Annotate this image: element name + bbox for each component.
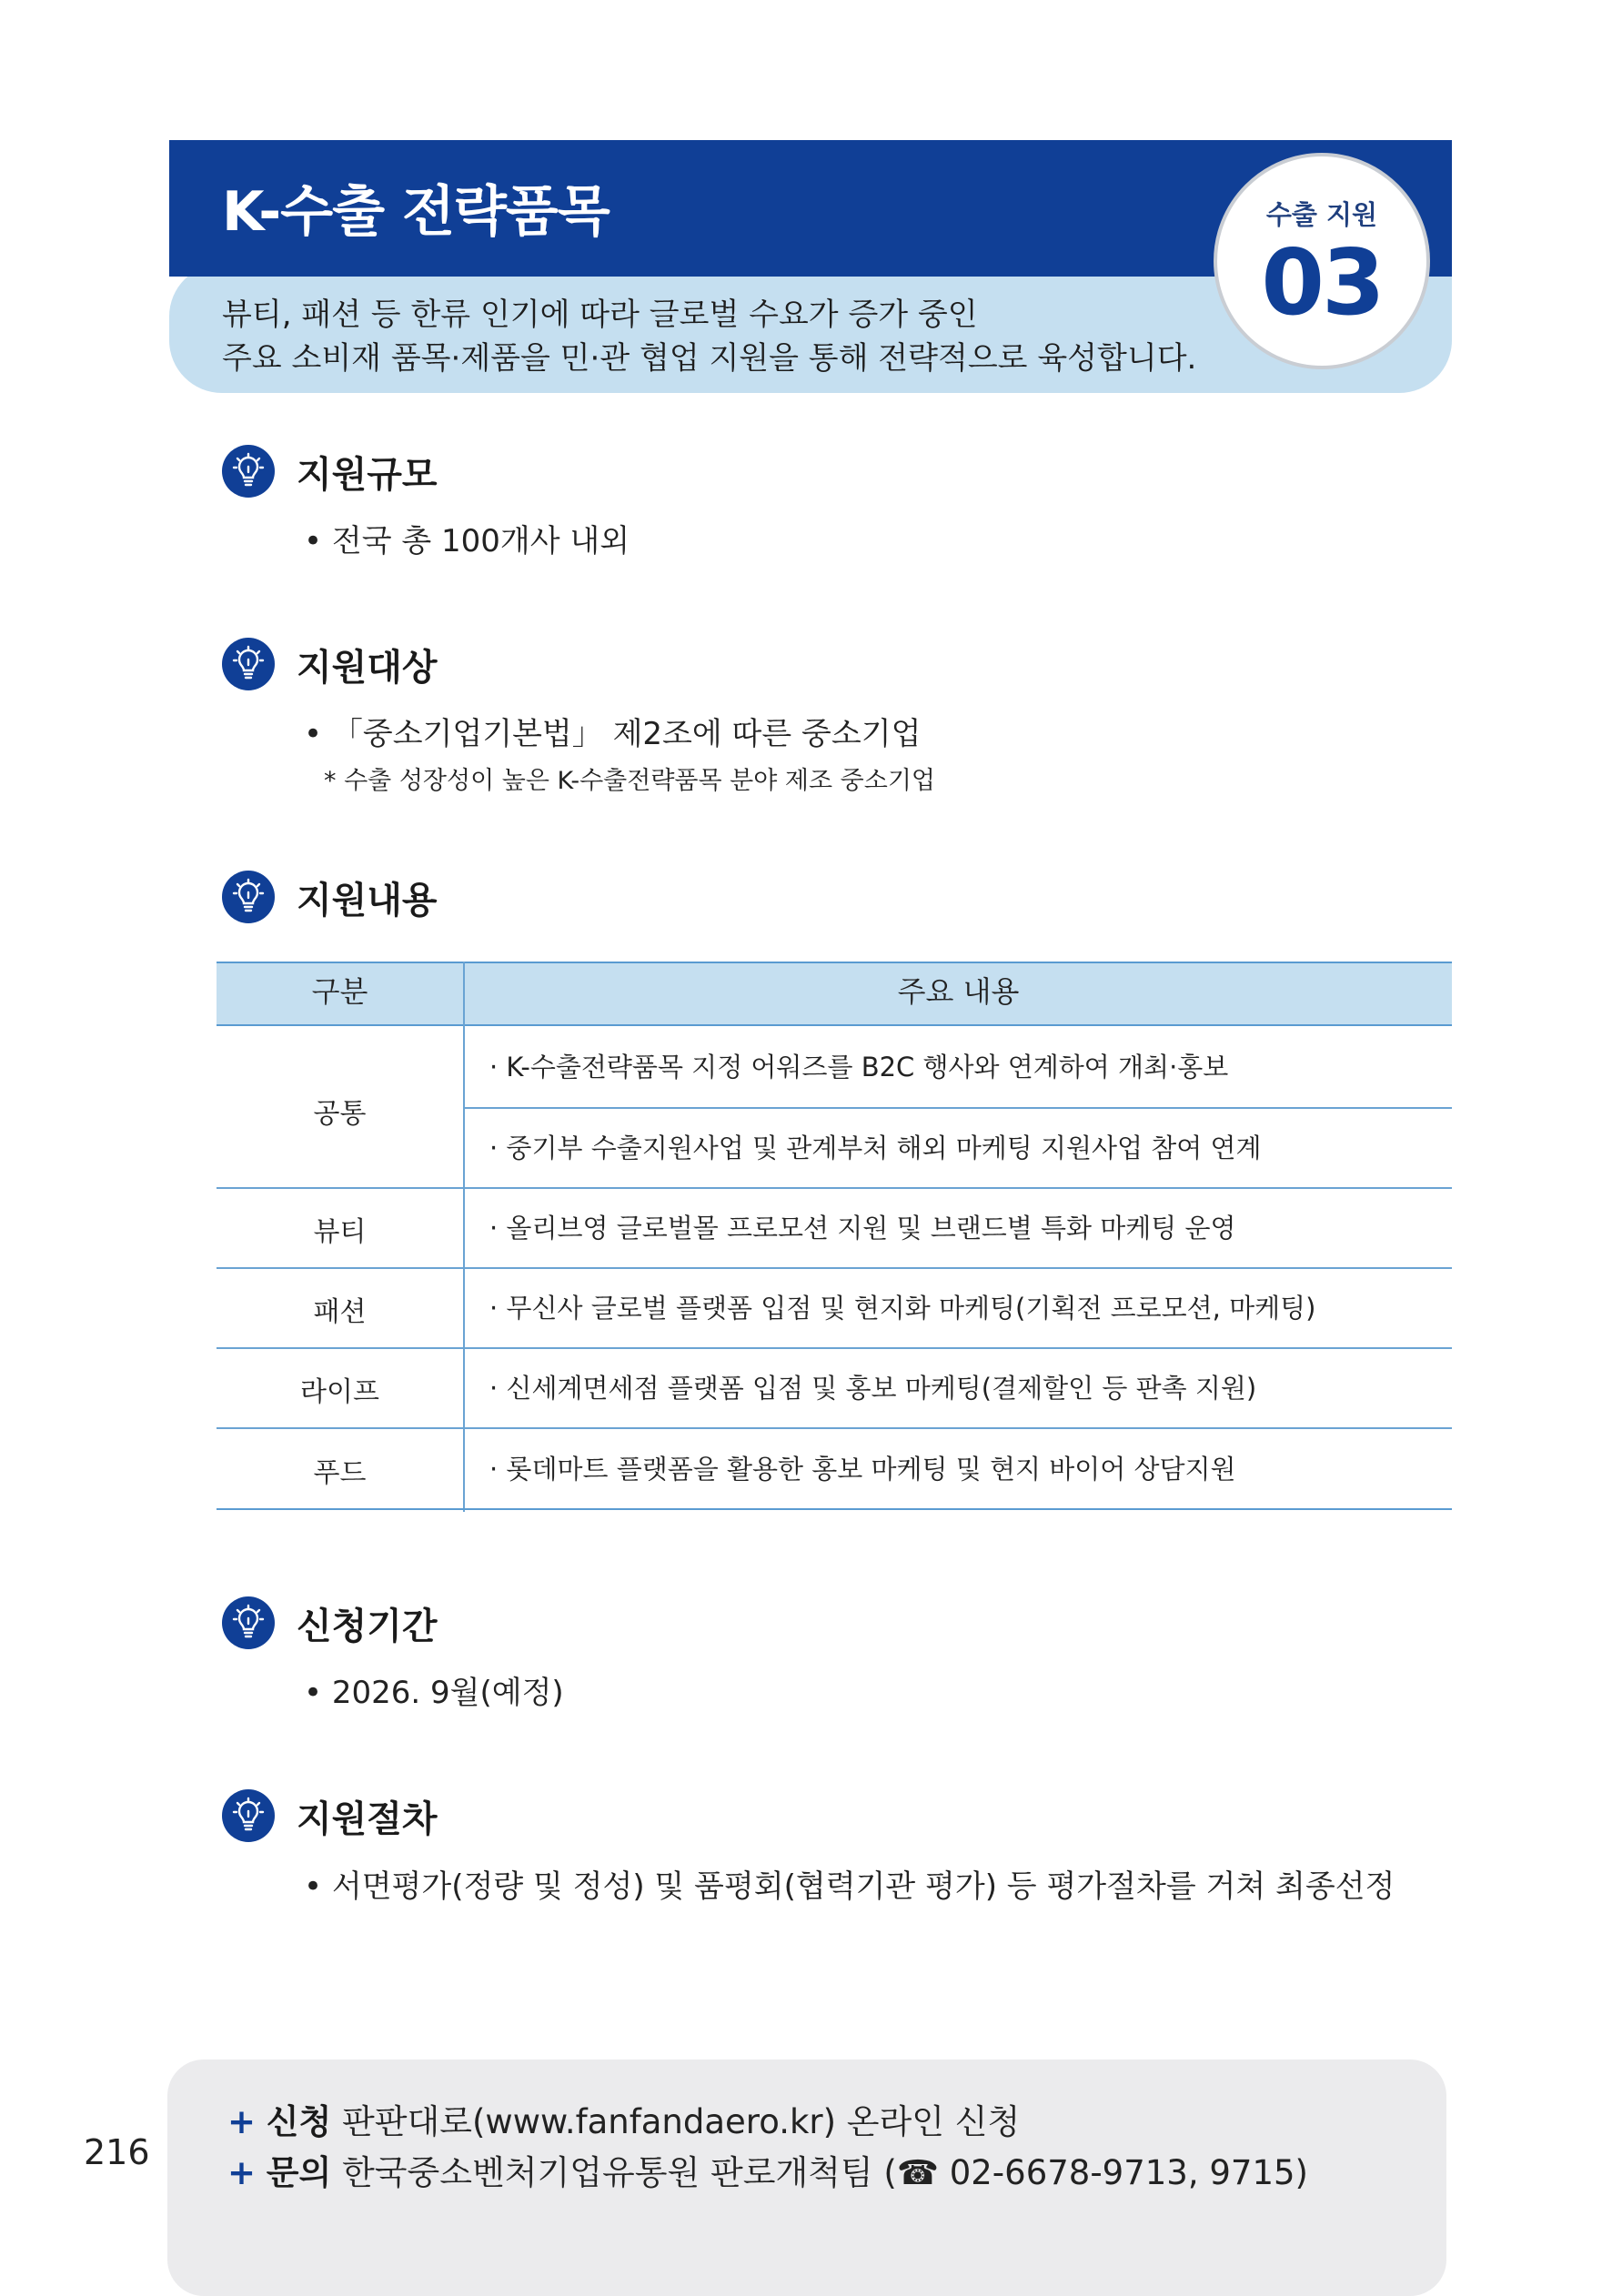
footer-apply-line [227, 2094, 1020, 2143]
phone-icon: ☎ [896, 2153, 939, 2192]
section-title-period: 신청기간 [297, 1606, 438, 1647]
badge-number: 03 [1261, 229, 1383, 336]
table-cell-common-1: · K-수출전략품목 지정 어워즈를 B2C 행사와 연계하여 개최·홍보 [489, 1052, 1229, 1083]
section-title-content: 지원내용 [297, 880, 438, 921]
table-row-category-life: 라이프 [300, 1376, 379, 1408]
period-bullet: • 2026. 9월(예정) [304, 1675, 564, 1711]
page-title: K-수출 전략품목 [222, 180, 610, 244]
table-bottom-border [217, 1508, 1452, 1510]
section-title-scale: 지원규모 [297, 454, 438, 496]
footer-contact-phone: 02-6678-9713, 9715) [938, 2153, 1308, 2192]
scale-bullet: • 전국 총 100개사 내외 [304, 523, 630, 559]
table-row-category-common: 공통 [313, 1098, 367, 1130]
footer-contact-line [227, 2145, 1308, 2194]
plus-icon: + [227, 2102, 257, 2141]
section-badge [1214, 153, 1430, 369]
badge-label: 수출 지원 [1265, 199, 1378, 230]
table-row-divider [217, 1427, 1452, 1429]
lightbulb-icon [222, 1789, 275, 1842]
table-row-divider [217, 1267, 1452, 1269]
procedure-bullet: • 서면평가(정량 및 정성) 및 품평회(협력기관 평가) 등 평가절차를 거쳐 최종선정 [304, 1868, 1395, 1905]
footer-apply-key: 신청 [266, 2102, 332, 2141]
section-title-target: 지원대상 [297, 647, 438, 689]
table-cell-fashion: · 무신사 글로벌 플랫폼 입점 및 현지화 마케팅(기획전 프로모션, 마케팅) [489, 1293, 1316, 1324]
plus-icon: + [227, 2153, 257, 2192]
footer-apply-text: 판판대로(www.fanfandaero.kr) 온라인 신청 [342, 2102, 1021, 2141]
target-note: * 수출 성장성이 높은 K-수출전략품목 분야 제조 중소기업 [324, 767, 935, 795]
table-row-divider [217, 1347, 1452, 1349]
table-row-divider [217, 1187, 1452, 1189]
lightbulb-icon [222, 638, 275, 690]
table-cell-life: · 신세계면세점 플랫폼 입점 및 홍보 마케팅(결제할인 등 판촉 지원) [489, 1373, 1257, 1404]
section-title-procedure: 지원절차 [297, 1798, 438, 1840]
table-row-category-fashion: 패션 [313, 1296, 367, 1328]
table-row-category-beauty: 뷰티 [313, 1216, 367, 1248]
table-cell-common-2: · 중기부 수출지원사업 및 관계부처 해외 마케팅 지원사업 참여 연계 [489, 1133, 1262, 1163]
header-desc-line-2: 주요 소비재 품목·제품을 민·관 협업 지원을 통해 전략적으로 육성합니다. [222, 340, 1197, 377]
lightbulb-icon [222, 871, 275, 923]
table-cell-beauty: · 올리브영 글로벌몰 프로모션 지원 및 브랜드별 특화 마케팅 운영 [489, 1213, 1236, 1244]
header-desc-line-1: 뷰티, 패션 등 한류 인기에 따라 글로벌 수요가 증가 중인 [222, 297, 978, 333]
table-header-category: 구분 [311, 974, 368, 1009]
table-row-divider [465, 1107, 1452, 1109]
support-content-table [217, 962, 1452, 1512]
page-number: 216 [84, 2132, 150, 2172]
table-header-content: 주요 내용 [897, 974, 1020, 1009]
table-row-category-food: 푸드 [313, 1457, 367, 1489]
footer-contact-key: 문의 [266, 2153, 332, 2192]
table-column-divider [463, 962, 465, 1512]
lightbulb-icon [222, 1596, 275, 1649]
target-bullet: • 「중소기업기본법」 제2조에 따른 중소기업 [304, 716, 922, 752]
lightbulb-icon [222, 445, 275, 498]
table-cell-food: · 롯데마트 플랫폼을 활용한 홍보 마케팅 및 현지 바이어 상담지원 [489, 1454, 1236, 1485]
footer-contact-text: 한국중소벤처기업유통원 판로개척팀 ( [342, 2153, 897, 2192]
